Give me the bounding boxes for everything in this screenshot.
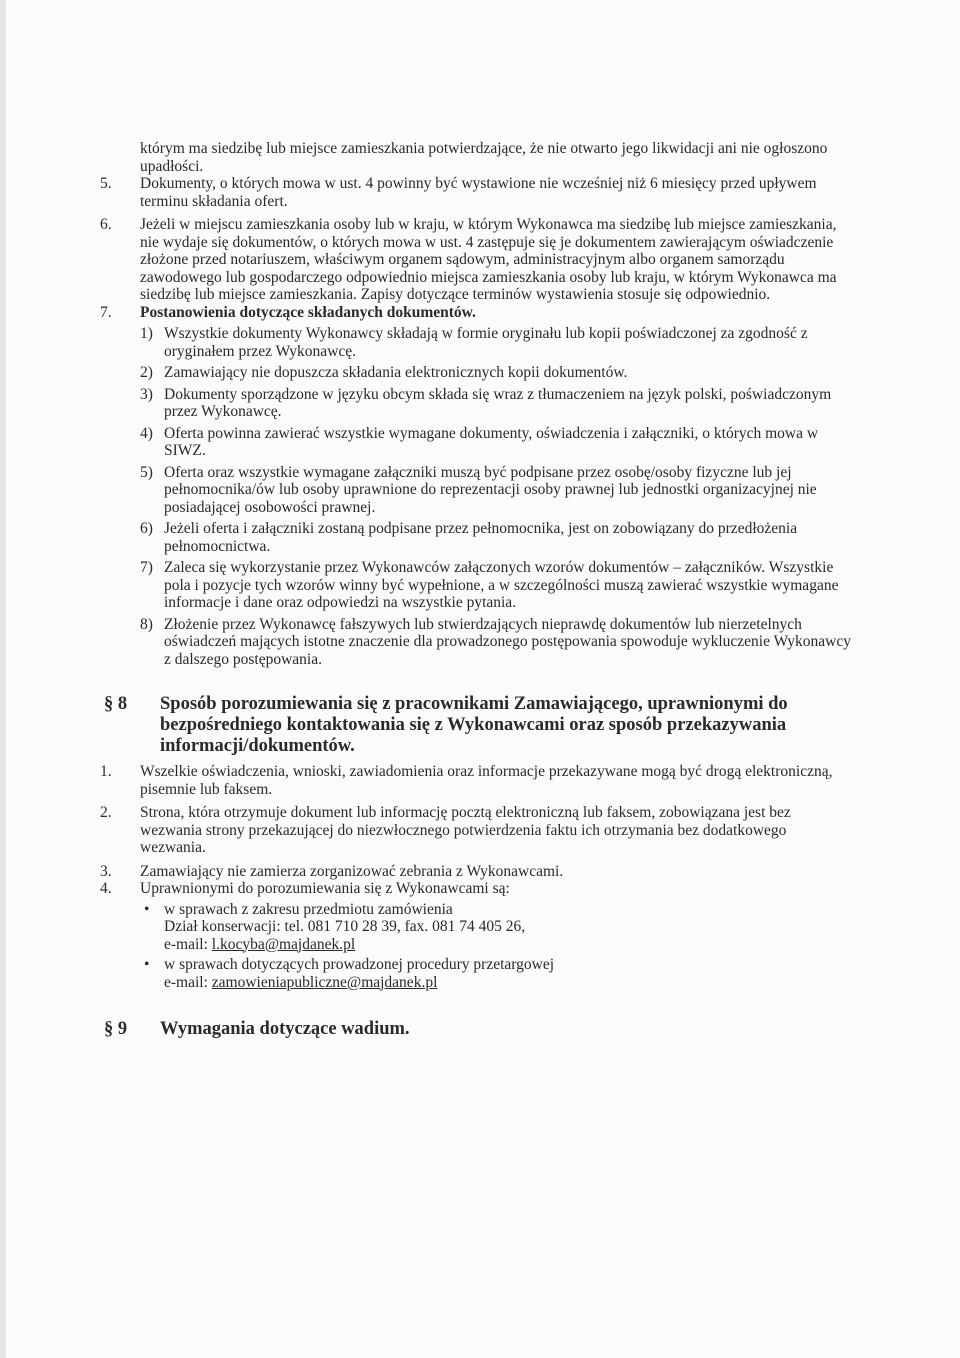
section-9-heading [100, 1019, 852, 1040]
subitem-number: 1) [140, 325, 153, 342]
contact-bullet-2 [100, 956, 852, 991]
item-5 [100, 175, 852, 210]
bullet-line: Dział konserwacji: tel. 081 710 28 39, fax. 081 74 405 26, [164, 918, 526, 935]
subitem-text: Oferta oraz wszystkie wymagane załączniki muszą być podpisane przez osobę/osoby fizyczne lub jej pełnomocnika/ów lub osoby uprawnione do reprezentacji osoby prawnej lub jednostki organizacyjnej nie posiadającej osobowości prawnej. [164, 463, 817, 516]
item-text: Uprawnionymi do porozumiewania się z Wykonawcami są: [140, 880, 510, 897]
item-text: Jeżeli w miejscu zamieszkania osoby lub w kraju, w którym Wykonawca ma siedzibę lub miejsce zamieszkania, nie wydaje się dokumentów, o których mowa w ust. 4 zastępuje się je dokumentem zawierającym oświadczenie złożone przed notariuszem, właściwym organem sądowym, administracyjnym albo organem samorządu zawodowego lub gospodarczego odpowiednio miejsca zamieszkania osoby lub kraju, w którym Wykonawca ma siedzibę lub miejsce zamieszkania. Zapisy dotyczące terminów wystawienia stosuje się odpowiednio. [140, 216, 837, 303]
section-number: § 9 [104, 1019, 128, 1039]
document-text [100, 140, 852, 1040]
subitem-number: 7) [140, 559, 153, 576]
subitem-number: 5) [140, 463, 153, 481]
item-number: 4. [100, 880, 112, 897]
subitem-3 [100, 386, 852, 421]
section-title: Wymagania dotyczące wadium. [160, 1019, 410, 1039]
subitem-number: 4) [140, 424, 153, 442]
subitem-text: Wszystkie dokumenty Wykonawcy składają w formie oryginału lub kopii poświadczonej za zgodność z oryginałem przez Wykonawcę. [164, 325, 808, 360]
subitem-text: Oferta powinna zawierać wszystkie wymagane dokumenty, oświadczenia i załączniki, o których mowa w SIWZ. [164, 424, 819, 459]
subitem-number: 2) [140, 364, 153, 381]
item-number: 3. [100, 862, 112, 880]
subitem-number: 6) [140, 520, 153, 537]
item-number: 6. [100, 216, 112, 233]
item-text: Dokumenty, o których mowa w ust. 4 powinny być wystawione nie wcześniej niż 6 miesięcy przed upływem terminu składania ofert. [140, 175, 817, 210]
subitem-text: Jeżeli oferta i załączniki zostaną podpisane przez pełnomocnika, jest on zobowiązany do przedłożenia pełnomocnictwa. [164, 520, 798, 555]
bullet-line: w sprawach z zakresu przedmiotu zamówienia [164, 900, 453, 918]
s8-item-4 [100, 880, 852, 898]
email-label: e-mail: [164, 935, 212, 953]
subitem-8 [100, 616, 852, 669]
subitem-number: 8) [140, 615, 153, 633]
email-link[interactable]: zamowieniapubliczne@majdanek.pl [211, 973, 438, 991]
subitem-text: Zamawiający nie dopuszcza składania elektronicznych kopii dokumentów. [164, 364, 628, 381]
section-title: Sposób porozumiewania się z pracownikami Zamawiającego, uprawnionymi do bezpośredniego kontaktowania się z Wykonawcami oraz sposób przekazywania informacji/dokumentów. [160, 694, 788, 756]
subitem-2 [100, 364, 852, 382]
bullet-line [164, 936, 852, 954]
bullet-line [164, 974, 852, 992]
item-number: 7. [100, 303, 112, 321]
subitem-text: Złożenie przez Wykonawcę fałszywych lub stwierdzających nieprawdę dokumentów lub nierzetelnych oświadczeń mających istotne znaczenie dla prowadzonego postępowania spowoduje wykluczenie Wykonawcy z dalszego postępowania. [164, 615, 851, 668]
bullet-line: w sprawach dotyczących prowadzonej procedury przetargowej [164, 956, 555, 973]
scan-edge [0, 0, 6, 1358]
item-text: Strona, która otrzymuje dokument lub informację pocztą elektroniczną lub faksem, zobowiązana jest bez wezwania strony przekazującej do niezwłocznego potwierdzenia faktu ich otrzymania bez dodatkowego wezwania. [140, 804, 791, 856]
continuation-text: którym ma siedzibę lub miejsce zamieszkania potwierdzające, że nie otwarto jego likwidacji ani nie ogłoszono upadłości. [140, 140, 828, 175]
s8-item-1 [100, 763, 852, 798]
item-text: Wszelkie oświadczenia, wnioski, zawiadomienia oraz informacje przekazywane mogą być drogą elektroniczną, pisemnie lub faksem. [140, 763, 833, 798]
subitem-1 [100, 325, 852, 360]
section-number: § 8 [104, 694, 128, 714]
item-number: 1. [100, 763, 112, 780]
item-heading: Postanowienia dotyczące składanych dokumentów. [140, 303, 476, 321]
subitem-text: Dokumenty sporządzone w języku obcym składa się wraz z tłumaczeniem na język polski, poświadczonym przez Wykonawcę. [164, 385, 832, 420]
s8-item-3 [100, 863, 852, 881]
bullet-icon: • [144, 956, 150, 973]
item-7 [100, 304, 852, 322]
subitem-6 [100, 520, 852, 555]
item-text: Zamawiający nie zamierza zorganizować zebrania z Wykonawcami. [140, 862, 564, 880]
subitem-7 [100, 559, 852, 612]
subitem-4 [100, 425, 852, 460]
contact-bullet-1 [100, 901, 852, 954]
subitem-text: Zaleca się wykorzystanie przez Wykonawców załączonych wzorów dokumentów – załączników. Wszystkie pola i pozycje tych wzorów winny być wypełnione, a w szczególności muszą zawierać wszystkie wymagane informacje i dane oraz odpowiedzi na wszystkie pytania. [164, 559, 839, 611]
item-number: 2. [100, 804, 112, 821]
email-link[interactable]: l.kocyba@majdanek.pl [211, 935, 356, 953]
item-number: 5. [100, 175, 112, 192]
section-8-heading [100, 694, 852, 757]
email-label: e-mail: [164, 973, 212, 991]
subitem-number: 3) [140, 385, 153, 403]
item-6 [100, 216, 852, 304]
subitem-5 [100, 464, 852, 517]
s8-item-2 [100, 804, 852, 857]
bullet-icon: • [144, 900, 150, 918]
